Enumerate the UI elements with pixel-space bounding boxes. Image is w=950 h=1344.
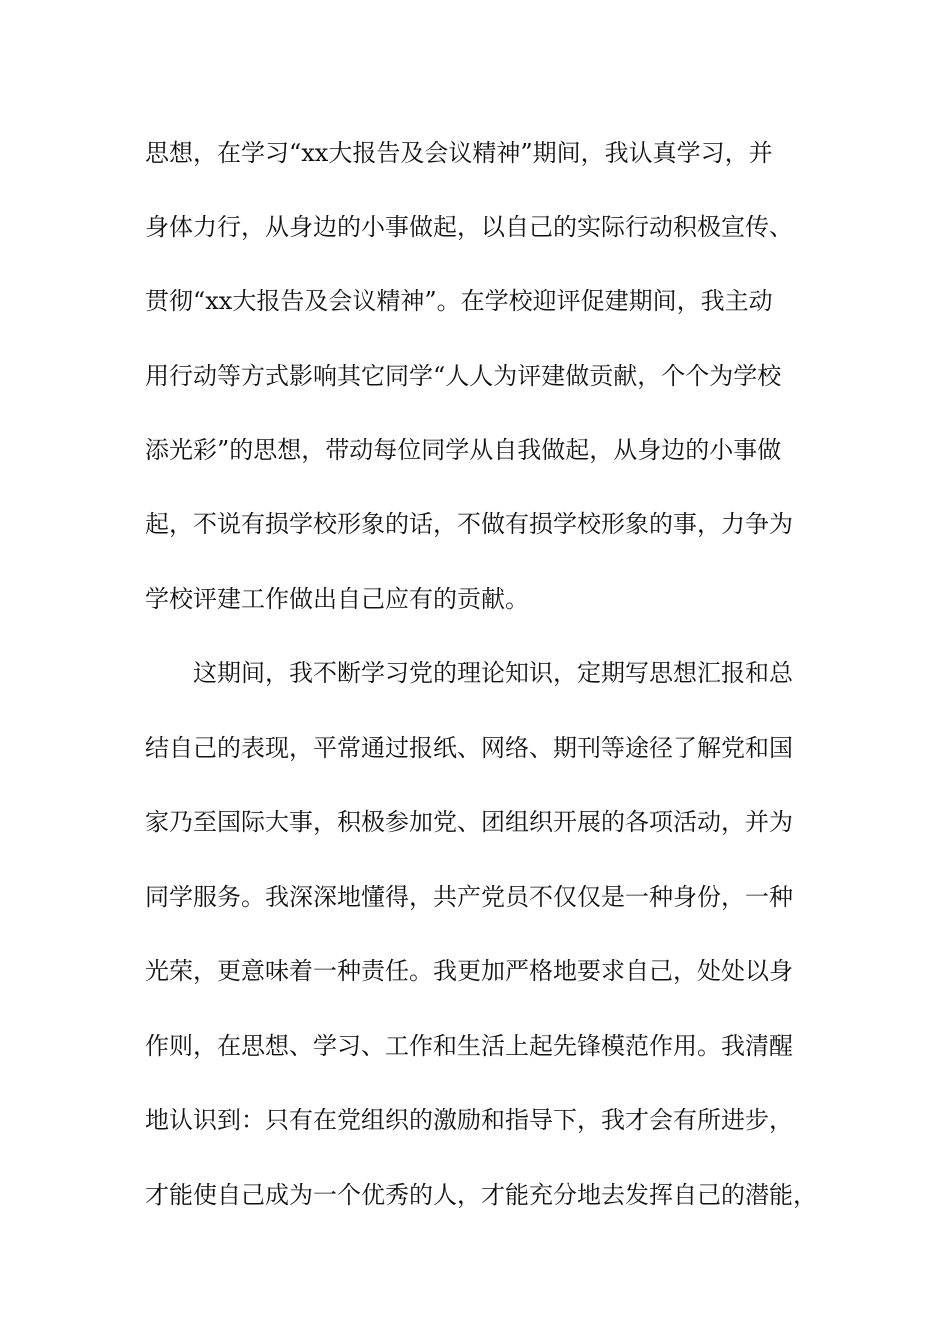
text-line: 贯彻“xx大报告及会议精神”。在学校迎评促建期间，我主动 [145,287,773,315]
text-line: 家乃至国际大事，积极参加党、团组织开展的各项活动，并为 [145,808,793,836]
paragraph-first-line: 这期间，我不断学习党的理论知识，定期写思想汇报和总 [193,659,793,687]
text-line: 身体力行，从身边的小事做起，以自己的实际行动积极宣传、 [145,213,793,241]
text-line: 作则，在思想、学习、工作和生活上起先锋模范作用。我清醒 [145,1032,793,1060]
text-line: 用行动等方式影响其它同学“人人为评建做贡献，个个为学校 [145,362,782,390]
text-line: 学校评建工作做出自己应有的贡献。 [145,585,529,613]
text-line: 才能使自己成为一个优秀的人，才能充分地去发挥自己的潜能， [145,1181,817,1209]
text-line: 地认识到：只有在党组织的激励和指导下，我才会有所进步， [145,1106,793,1134]
text-line: 起，不说有损学校形象的话，不做有损学校形象的事，力争为 [145,510,793,538]
text-line: 同学服务。我深深地懂得，共产党员不仅仅是一种身份，一种 [145,883,793,911]
text-line: 添光彩”的思想，带动每位同学从自我做起，从身边的小事做 [145,436,782,464]
text-line: 结自己的表现，平常通过报纸、网络、期刊等途径了解党和国 [145,734,793,762]
text-line: 思想，在学习“xx大报告及会议精神”期间，我认真学习，并 [145,139,773,167]
text-line: 光荣，更意味着一种责任。我更加严格地要求自己，处处以身 [145,957,793,985]
